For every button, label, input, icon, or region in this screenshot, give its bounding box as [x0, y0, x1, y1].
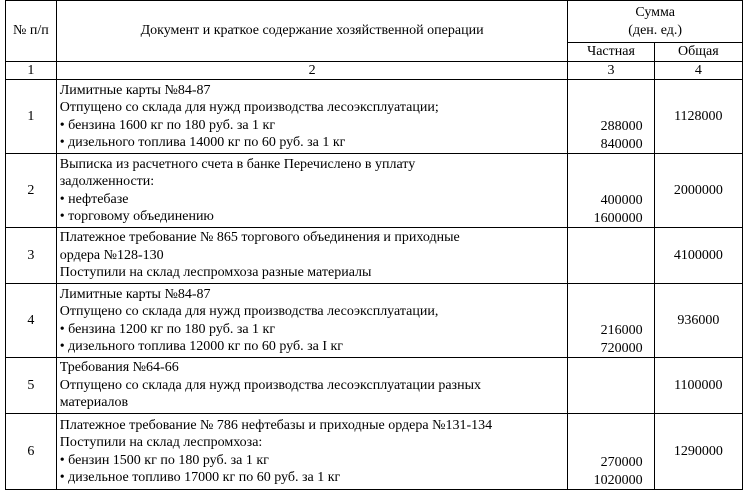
row-partial-sums — [568, 358, 654, 414]
row-number: 6 — [6, 414, 57, 490]
header-sum-unit: (ден. ед.) — [628, 22, 683, 38]
row-description: Выписка из расчетного счета в банке Перечислено в уплату задолженности: • нефтебазе • торговому объединению — [56, 154, 568, 228]
row-description: Платежное требование № 865 торгового объединения и приходные ордера №128-130 Поступили на склад леспромхоза разные материалы — [56, 228, 568, 284]
index-cell: 1 — [6, 61, 57, 80]
table-row — [6, 228, 743, 284]
row-partial-sums: 270000 1020000 — [568, 414, 654, 490]
row-number: 1 — [6, 80, 57, 154]
row-description: Лимитные карты №84-87 Отпущено со склада для нужд производства лесоэксплуатации, • бензина 1200 кг по 180 руб. за 1 кг • дизельного топлива 12000 кг по 60 руб. за I кг — [56, 284, 568, 358]
row-total-sum: 1100000 — [654, 358, 742, 414]
index-cell: 3 — [568, 61, 654, 80]
row-total-sum: 2000000 — [654, 154, 742, 228]
row-total-sum: 4100000 — [654, 228, 742, 284]
table-row — [6, 284, 743, 358]
table-row — [6, 80, 743, 154]
row-description: Платежное требование № 786 нефтебазы и приходные ордера №131-134 Поступили на склад леспромхоза: • бензин 1500 кг по 180 руб. за 1 кг • дизельное топливо 17000 кг по 60 руб. за 1 кг — [56, 414, 568, 490]
header-sum-title: Сумма — [635, 5, 676, 20]
row-number: 4 — [6, 284, 57, 358]
header-partial: Частная — [568, 43, 654, 62]
row-partial-sums: 400000 1600000 — [568, 154, 654, 228]
row-total-sum: 1128000 — [654, 80, 742, 154]
row-description: Требования №64-66 Отпущено со склада для нужд производства лесоэксплуатации разных материалов — [56, 358, 568, 414]
row-total-sum: 1290000 — [654, 414, 742, 490]
index-cell: 2 — [56, 61, 568, 80]
header-sum — [568, 1, 743, 43]
row-partial-sums: 288000 840000 — [568, 80, 654, 154]
table-row — [6, 154, 743, 228]
row-total-sum: 936000 — [654, 284, 742, 358]
header-total: Общая — [654, 43, 742, 62]
row-partial-sums: 216000 720000 — [568, 284, 654, 358]
row-number: 5 — [6, 358, 57, 414]
operations-table — [5, 0, 743, 490]
index-cell: 4 — [654, 61, 742, 80]
document-page — [5, 0, 743, 490]
table-row — [6, 358, 743, 414]
row-number: 3 — [6, 228, 57, 284]
row-number: 2 — [6, 154, 57, 228]
row-partial-sums — [568, 228, 654, 284]
table-row — [6, 414, 743, 490]
header-num: № п/п — [6, 1, 57, 62]
header-doc: Документ и краткое содержание хозяйственной операции — [56, 1, 568, 62]
row-description: Лимитные карты №84-87 Отпущено со склада для нужд производства лесоэксплуатации; • бензина 1600 кг по 180 руб. за 1 кг • дизельного топлива 14000 кг по 60 руб. за 1 кг — [56, 80, 568, 154]
